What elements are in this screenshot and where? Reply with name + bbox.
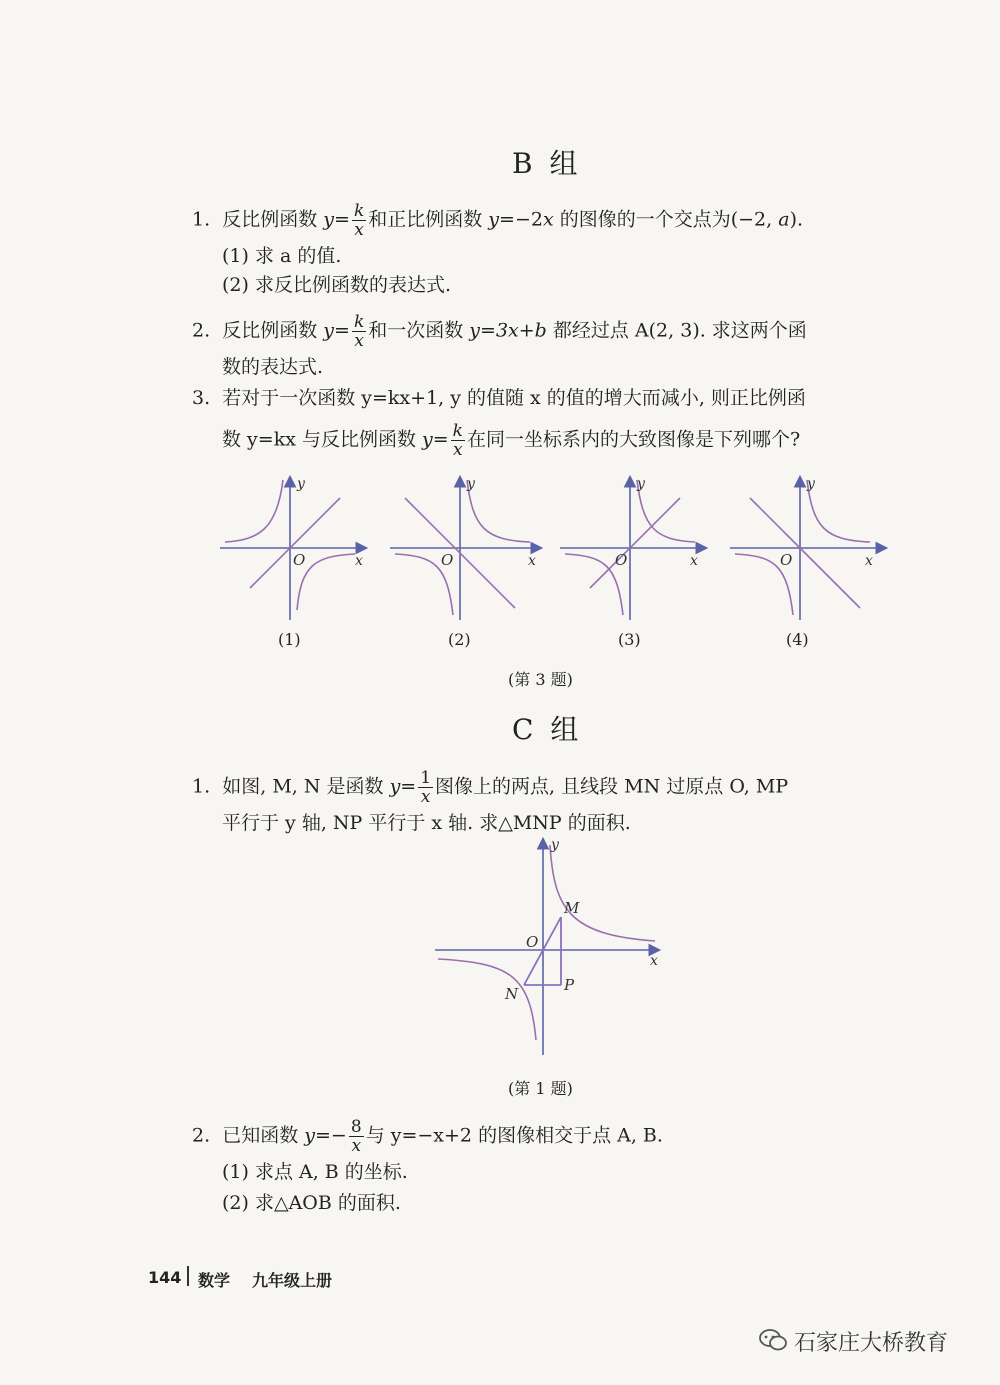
- b2-mid: 和一次函数: [368, 319, 470, 342]
- graph-1-curve-b: [297, 554, 355, 610]
- graph-3-x-label: x: [690, 553, 698, 569]
- b2-num: 2.: [192, 319, 211, 342]
- c1-p-label: P: [564, 976, 575, 994]
- b3-eq: =: [432, 428, 449, 451]
- b1-sub2: (2) 求反比例函数的表达式.: [222, 274, 451, 296]
- b3-pre2: 数 y=kx 与反比例函数: [222, 428, 423, 451]
- graph-4-o-label: O: [780, 551, 793, 569]
- group-b-title: B 组: [512, 147, 582, 180]
- c2-pre: 已知函数: [222, 1124, 305, 1147]
- b3-frac-x: x: [453, 440, 463, 460]
- b3-text: 若对于一次函数 y=kx+1, y 的值随 x 的值的增大而减小, 则正比例函: [222, 387, 806, 409]
- b1-frac-x: x: [354, 220, 364, 240]
- c2-yeq: y=−: [304, 1124, 347, 1147]
- graph-1-curve-a: [225, 480, 283, 542]
- c1-num: 1.: [192, 775, 211, 798]
- graph-3: [560, 478, 705, 620]
- b2-frac-k: k: [353, 312, 365, 332]
- b1-question: [192, 202, 803, 239]
- graph-1-o-label: O: [293, 551, 306, 569]
- c1-line2: 平行于 y 轴, NP 平行于 x 轴. 求△MNP 的面积.: [222, 812, 631, 834]
- b1-y2: y: [488, 208, 500, 231]
- b3-line1: [192, 386, 806, 410]
- graph-4: [730, 478, 885, 620]
- b1-frac: [352, 202, 366, 239]
- c1-x-label: x: [650, 953, 658, 969]
- c1-y: y: [389, 775, 401, 798]
- b3-graphs: [215, 470, 895, 635]
- graph-1: [220, 478, 365, 620]
- b1-end: 的图像的一个交点为(−2,: [553, 208, 779, 231]
- graph-4-label: (4): [786, 630, 809, 649]
- footer-book: 九年级上册: [252, 1271, 333, 1290]
- graph-1-y-label: y: [297, 476, 305, 492]
- graph-4-x-label: x: [865, 553, 873, 569]
- b3-end2: 在同一坐标系内的大致图像是下列哪个?: [466, 428, 801, 451]
- b1-y: y: [323, 208, 335, 231]
- c1-y-label: y: [551, 837, 559, 853]
- b3-num: 3.: [192, 387, 211, 409]
- wechat-icon: [758, 1328, 788, 1352]
- graph-1-x-label: x: [355, 553, 363, 569]
- b1-eq: =: [334, 208, 350, 231]
- b3-caption: (第 3 题): [508, 670, 573, 689]
- b2-end: 都经过点 A(2, 3). 求这两个函: [546, 319, 807, 342]
- c1-frac: [418, 769, 433, 806]
- c2-frac: [349, 1118, 364, 1155]
- c1-pre: 如图, M, N 是函数: [222, 775, 390, 798]
- c1-o-label: O: [526, 933, 539, 951]
- footer-divider: [187, 1266, 189, 1286]
- b2-line: y=3x+b: [469, 319, 547, 342]
- c1-eq: =: [400, 775, 417, 798]
- c2-end: 与 y=−x+2 的图像相交于点 A, B.: [365, 1124, 663, 1147]
- c1-m-label: M: [564, 899, 580, 917]
- graph-2-o-label: O: [441, 551, 454, 569]
- c1-figure: [430, 835, 670, 1060]
- graph-4-curve-a: [807, 480, 870, 542]
- footer-subject: 数学: [198, 1271, 231, 1290]
- c1-end: 图像上的两点, 且线段 MN 过原点 O, MP: [435, 775, 789, 798]
- graph-3-label: (3): [618, 630, 641, 649]
- b1-a: a: [778, 208, 790, 231]
- watermark-text: 石家庄大桥教育: [794, 1331, 949, 1356]
- graph-1-line: [250, 498, 340, 588]
- b3-frac-k: k: [452, 421, 463, 441]
- c1-curve-b: [438, 959, 536, 1040]
- graph-3-o-label: O: [615, 551, 628, 569]
- c1-line1: [192, 769, 788, 806]
- b2-pre: 反比例函数: [222, 319, 324, 342]
- b2-question: [192, 313, 807, 350]
- b1-pre: 反比例函数: [222, 208, 324, 231]
- graph-2-curve-a: [467, 480, 530, 542]
- footer-page-number: 144: [148, 1268, 182, 1287]
- graph-4-y-label: y: [807, 476, 815, 492]
- b3-y: y: [422, 428, 433, 451]
- graph-2-label: (2): [448, 630, 471, 649]
- graph-4-line: [750, 498, 860, 608]
- c2-sub1: (1) 求点 A, B 的坐标.: [222, 1161, 408, 1183]
- b2-frac: [352, 313, 366, 350]
- c2-frac-eight: 8: [350, 1117, 362, 1137]
- b1-close: ).: [789, 208, 804, 231]
- b1-num: 1.: [192, 208, 211, 231]
- b2-y: y: [323, 319, 335, 342]
- b1-x2: x: [542, 208, 554, 231]
- b2-eq: =: [334, 319, 350, 342]
- c2-sub2: (2) 求△AOB 的面积.: [222, 1192, 401, 1214]
- graph-3-y-label: y: [637, 476, 645, 492]
- b2-line2: 数的表达式.: [222, 356, 324, 378]
- group-c-title: C 组: [512, 713, 583, 746]
- c2-frac-x: x: [351, 1136, 362, 1156]
- graph-2-x-label: x: [528, 553, 536, 569]
- graph-2: [390, 478, 540, 620]
- c1-frac-one: 1: [420, 768, 432, 788]
- graph-2-y-label: y: [467, 476, 475, 492]
- b3-line2: [222, 422, 800, 459]
- graph-3-line: [590, 498, 680, 588]
- b1-tail: =−2: [499, 208, 543, 231]
- c2-question: [192, 1118, 663, 1155]
- c2-num: 2.: [192, 1124, 211, 1147]
- c1-frac-x: x: [420, 787, 431, 807]
- b2-frac-x: x: [354, 331, 364, 351]
- b1-mid: 和正比例函数: [368, 208, 489, 231]
- c1-n-label: N: [505, 985, 519, 1003]
- graph-1-label: (1): [278, 630, 301, 649]
- b1-frac-k: k: [353, 201, 365, 221]
- c1-curve-a: [550, 845, 655, 941]
- b3-frac: [451, 422, 465, 459]
- c1-caption: (第 1 题): [508, 1079, 573, 1098]
- b1-sub1: (1) 求 a 的值.: [222, 245, 342, 267]
